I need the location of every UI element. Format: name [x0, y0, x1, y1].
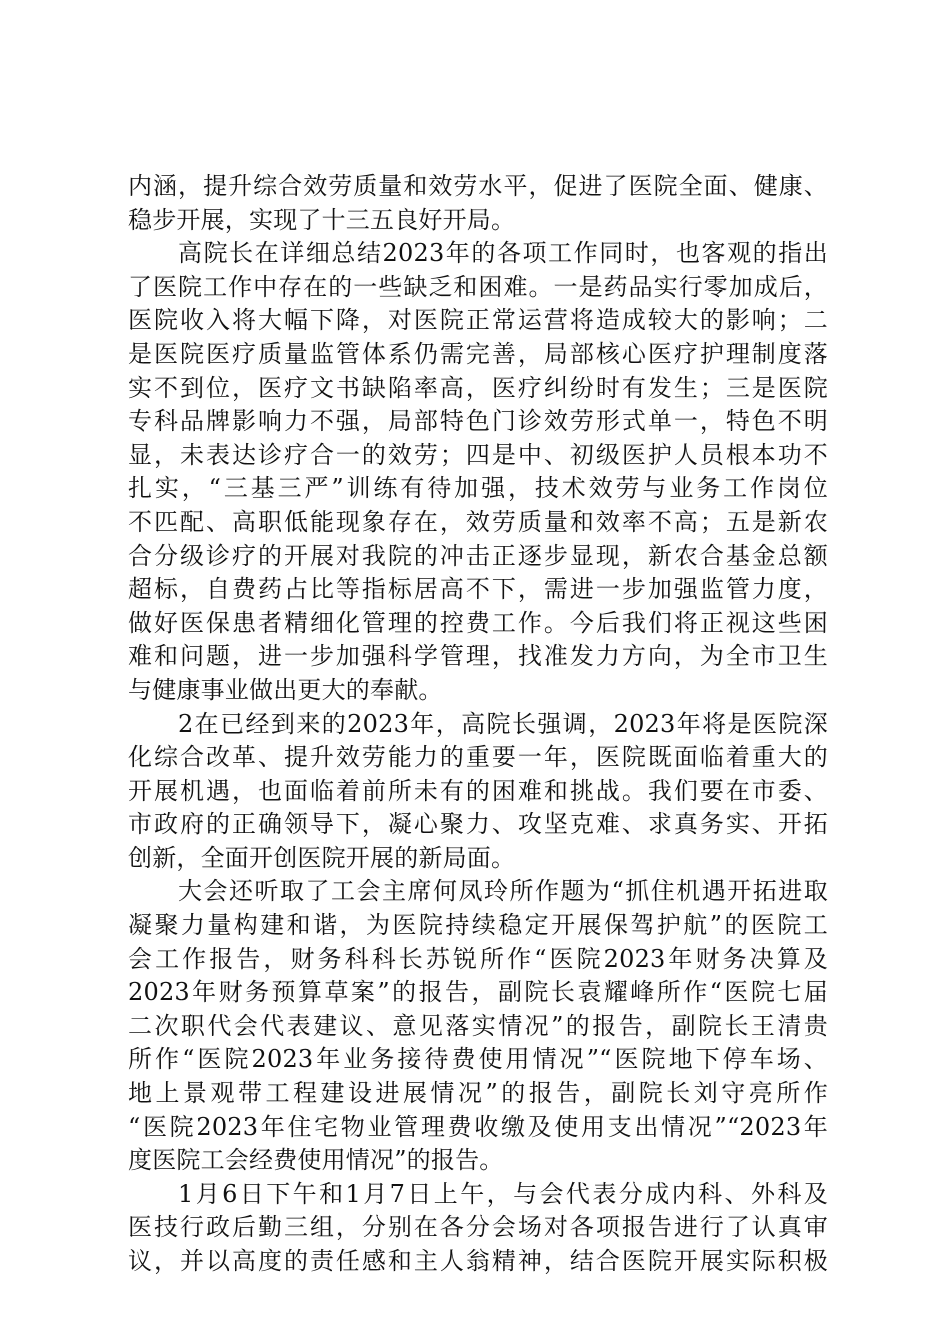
- text-line: 是医院医疗质量监管体系仍需完善，局部核心医疗护理制度落: [128, 339, 828, 368]
- text-line: 合分级诊疗的开展对我院的冲击正逐步显现，新农合基金总额: [128, 541, 828, 570]
- text-line: 创新，全面开创医院开展的新局面。: [128, 843, 516, 872]
- text-line: “医院2023年住宅物业管理费收缴及使用支出情况”“2023年: [128, 1112, 828, 1141]
- text-line: 化综合改革、提升效劳能力的重要一年，医院既面临着重大的: [128, 743, 828, 772]
- text-line: 显，未表达诊疗合一的效劳；四是中、初级医护人员根本功不: [128, 440, 828, 469]
- text-line: 1月6日下午和1月7日上午，与会代表分成内科、外科及: [178, 1179, 828, 1208]
- text-line: 医院收入将大幅下降，对医院正常运营将造成较大的影响；二: [128, 306, 828, 335]
- text-line: 地上景观带工程建设进展情况”的报告，副院长刘守亮所作: [128, 1079, 828, 1108]
- text-line: 与健康事业做出更大的奉献。: [128, 675, 443, 704]
- text-line: 开展机遇，也面临着前所未有的困难和挑战。我们要在市委、: [128, 776, 828, 805]
- text-line: 凝聚力量构建和谐，为医院持续稳定开展保驾护航”的医院工: [128, 911, 828, 940]
- text-line: 所作“医院2023年业务接待费使用情况”“医院地下停车场、: [128, 1045, 828, 1074]
- text-line: 扎实，“三基三严”训练有待加强，技术效劳与业务工作岗位: [128, 474, 828, 503]
- text-line: 内涵，提升综合效劳质量和效劳水平，促进了医院全面、健康、: [128, 172, 828, 200]
- text-line: 稳步开展，实现了十三五良好开局。: [128, 205, 516, 234]
- text-line: 专科品牌影响力不强，局部特色门诊效劳形式单一，特色不明: [128, 407, 828, 436]
- text-line: 2在已经到来的2023年，高院长强调，2023年将是医院深: [178, 709, 828, 738]
- text-line: 议，并以高度的责任感和主人翁精神，结合医院开展实际积极: [128, 1247, 828, 1275]
- text-line: 不匹配、高职低能现象存在，效劳质量和效率不高；五是新农: [128, 507, 828, 536]
- text-line: 市政府的正确领导下，凝心聚力、攻坚克难、求真务实、开拓: [128, 810, 828, 839]
- text-line: 大会还听取了工会主席何凤玲所作题为“抓住机遇开拓进取: [178, 877, 828, 906]
- text-line: 二次职代会代表建议、意见落实情况”的报告，副院长王清贵: [128, 1011, 828, 1040]
- text-line: 难和问题，进一步加强科学管理，找准发力方向，为全市卫生: [128, 642, 828, 671]
- document-body: [128, 170, 828, 1279]
- text-line: 医技行政后勤三组，分别在各分会场对各项报告进行了认真审: [128, 1213, 828, 1242]
- text-line: 超标，自费药占比等指标居高不下，需进一步加强监管力度，: [128, 575, 828, 604]
- text-line: 做好医保患者精细化管理的控费工作。今后我们将正视这些困: [128, 608, 828, 637]
- text-line: 高院长在详细总结2023年的各项工作同时，也客观的指出: [178, 239, 828, 268]
- text-line: 2023年财务预算草案”的报告，副院长袁耀峰所作“医院七届: [128, 978, 828, 1007]
- text-line: 实不到位，医疗文书缺陷率高，医疗纠纷时有发生；三是医院: [128, 373, 828, 402]
- text-line: 会工作报告，财务科科长苏锐所作“医院2023年财务决算及: [128, 944, 828, 973]
- text-line: 了医院工作中存在的一些缺乏和困难。一是药品实行零加成后，: [128, 272, 828, 301]
- text-line: 度医院工会经费使用情况”的报告。: [128, 1146, 504, 1175]
